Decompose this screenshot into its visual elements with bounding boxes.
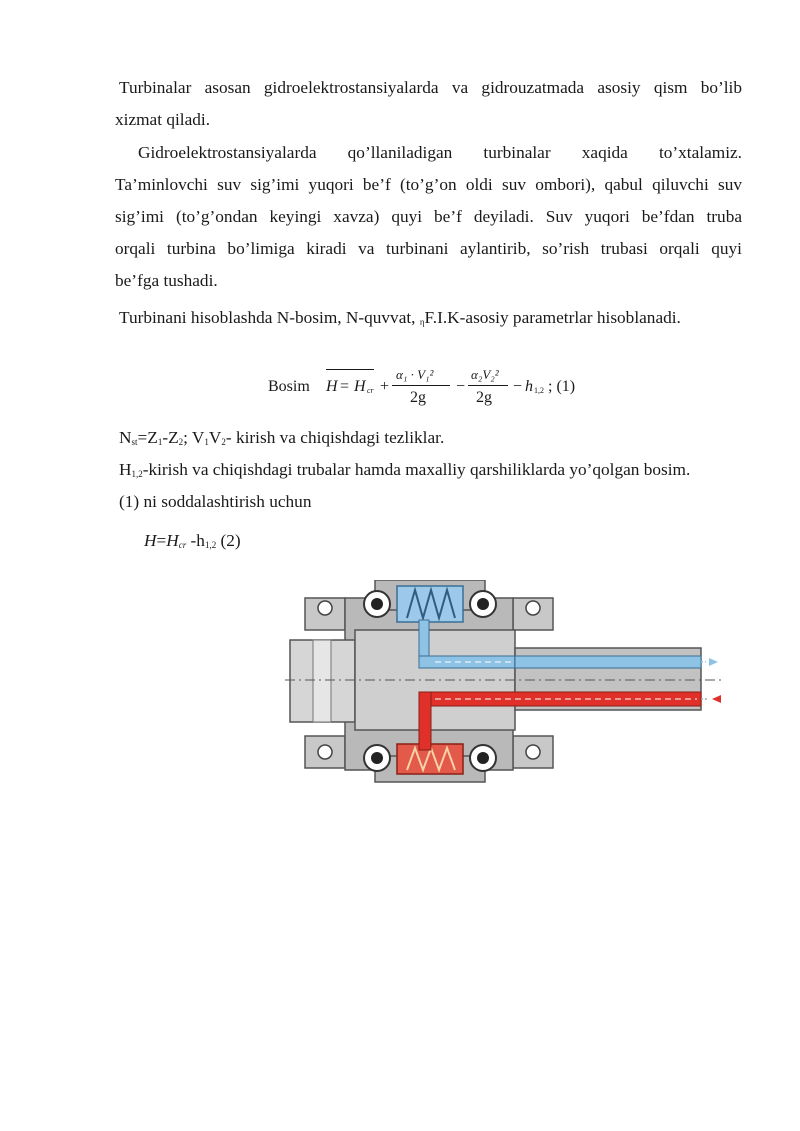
definition-line-3: (1) ni soddalashtirish uchun	[119, 492, 312, 511]
bolt-icon	[526, 745, 540, 759]
formula-label: Bosim	[268, 378, 310, 395]
paragraph-2-line-3: sig’imi (to’g’ondan keyingi xavza) quyi be’f deyiladi. Suv yuqori be’fdan truba	[115, 207, 742, 226]
formula-1-number: ; (1)	[548, 378, 576, 395]
rotary-joint-diagram	[285, 580, 730, 788]
eta-symbol: η	[419, 317, 425, 327]
paragraph-2-line-2: Ta’minlovchi suv sig’imi yuqori be’f (to’g’on oldi suv ombori), qabul qiluvchi suv	[115, 175, 742, 194]
fraction-1-numerator: α₁ · V₁²	[396, 367, 434, 382]
definition-line-2: $H_{1,2}$-kirish va chiqishdagi trubalar hamda maxalliy qarshiliklarda yo’qolgan bosim.	[119, 460, 691, 479]
definition-line-1: $N_{st}=Z_1-Z_2$; $V_1V_2-$ kirish va chiqishdagi tezliklar.	[119, 428, 445, 447]
bolt-icon	[318, 601, 332, 615]
fraction-2-numerator: α₂V₂²	[471, 367, 499, 382]
fraction-1-denominator: 2g	[410, 389, 426, 406]
paragraph-3: Turbinani hisoblashda N-bosim, N-quvvat, $_\eta$F.I.K-asosiy parametrlar hisoblanadi.	[119, 308, 681, 327]
paragraph-1-line-2: xizmat qiladi.	[115, 110, 211, 129]
arrow-in-icon	[712, 695, 721, 703]
paragraph-1-line-1: Turbinalar asosan gidroelektrostansiyalarda va gidrouzatmada asosiy qism bo’lib	[119, 78, 742, 97]
formula-lhs: H	[326, 378, 338, 395]
paragraph-2-line-5: be’fga tushadi.	[115, 271, 218, 290]
paragraph-2-line-1: Gidroelektrostansiyalarda qo’llaniladigan turbinalar xaqida to’xtalamiz.	[138, 143, 742, 162]
bolt-icon	[526, 601, 540, 615]
paragraph-2-line-4: orqali turbina bo’limiga kiradi va turbinani aylantirib, so’rish trubasi orqali quyi	[115, 239, 742, 258]
simplified-formula: $H=H_{cr}$ $-h_{1,2}$ (2)	[144, 531, 241, 550]
bolt-icon	[318, 745, 332, 759]
fraction-2-denominator: 2g	[476, 389, 492, 406]
pressure-formula: Bosim H = H cr + α₁ · V₁² 2g − α₂V₂² 2g − h 1,2 ; (1)	[268, 367, 576, 406]
arrow-out-icon	[709, 658, 718, 666]
